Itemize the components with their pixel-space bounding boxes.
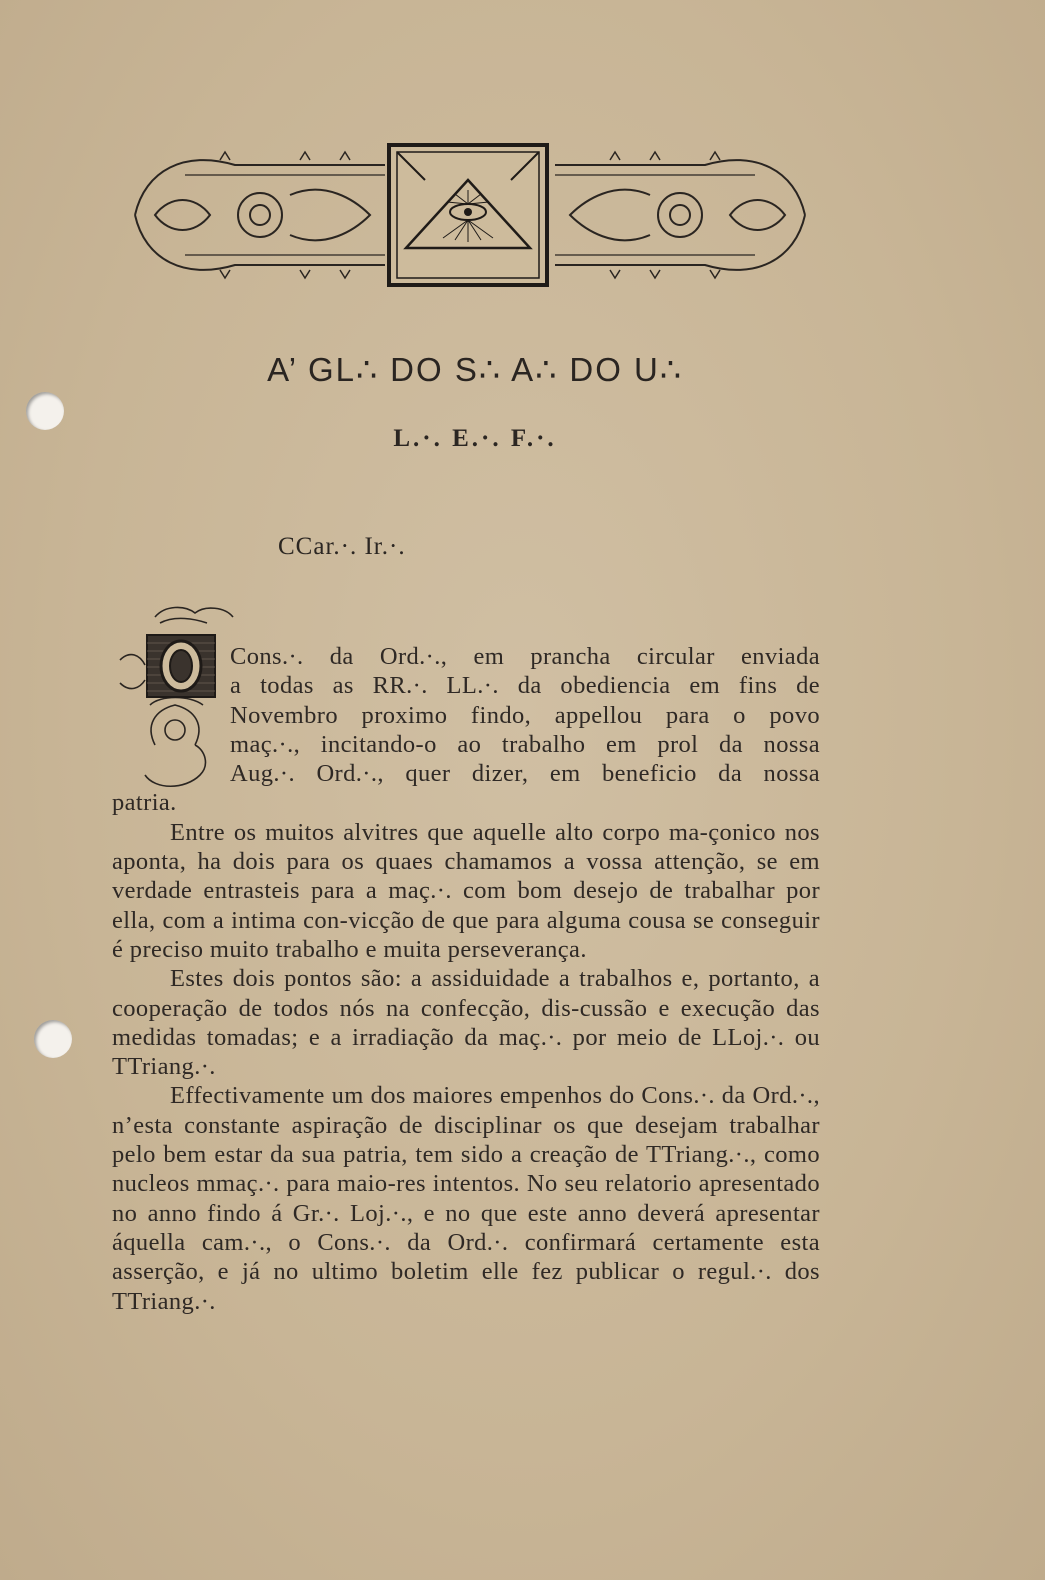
intro-line: Cons.·. da Ord.·., em prancha circular enviada [230,643,820,670]
punch-hole-bottom [34,1020,72,1058]
intro-line: Novembro proximo findo, appellou para o povo [230,701,820,729]
paragraph: Estes dois pontos são: a assiduidade a trabalhos e, portanto, a cooperação de todos nós na confecção, dis-cussão e execução das medidas tomadas; e a irradiação da maç.·. por meio de LLoj.·. ou TTriang.·. [112,965,820,1081]
intro-line: Aug.·. Ord.·., quer dizer, em beneficio da nossa [230,760,820,788]
masonic-header-ornament-icon [125,140,815,290]
intro-line: a todas as RR.·. LL.·. da obediencia em fins de [230,672,820,700]
letter-body [112,642,820,1316]
paragraph: Entre os muitos alvitres que aquelle alto corpo ma-çonico nos aponta, ha dois para os quaes chamamos a vossa attenção, se em verdade entrasteis para a maç.·. com bom desejo de trabalhar por ella, com a intima con-vicção de que para alguma cousa se conseguir é preciso muito trabalho e muita perseverança. [112,818,820,963]
dropcap-letter: O [180,675,182,676]
document-subtitle: L.·. E.·. F.·. [393,425,557,452]
intro-line: maç.·., incitando-o ao trabalho em prol da nossa [230,730,820,758]
salutation: CCar.·. Ir.·. [278,533,406,560]
intro-end: patria. [112,789,177,817]
document-title: A’ GL∴ DO S∴ A∴ DO U∴ [267,351,683,388]
paragraph: Effectivamente um dos maiores empenhos do Cons.·. da Ord.·., n’esta constante aspiração de disciplinar os que desejam trabalhar pelo bem estar da sua patria, tem sido a creação de TTriang.·., como nucleos mmaç.·. para maio-res intentos. No seu relatorio apresentado no anno findo á Gr.·. Loj.·., e no que este anno deverá apresentar áquella cam.·., o Cons.·. da Ord.·. confirmará certamente esta asserção, e já no ultimo boletim elle fez publicar o regul.·. dos TTriang.·. [112,1082,820,1315]
